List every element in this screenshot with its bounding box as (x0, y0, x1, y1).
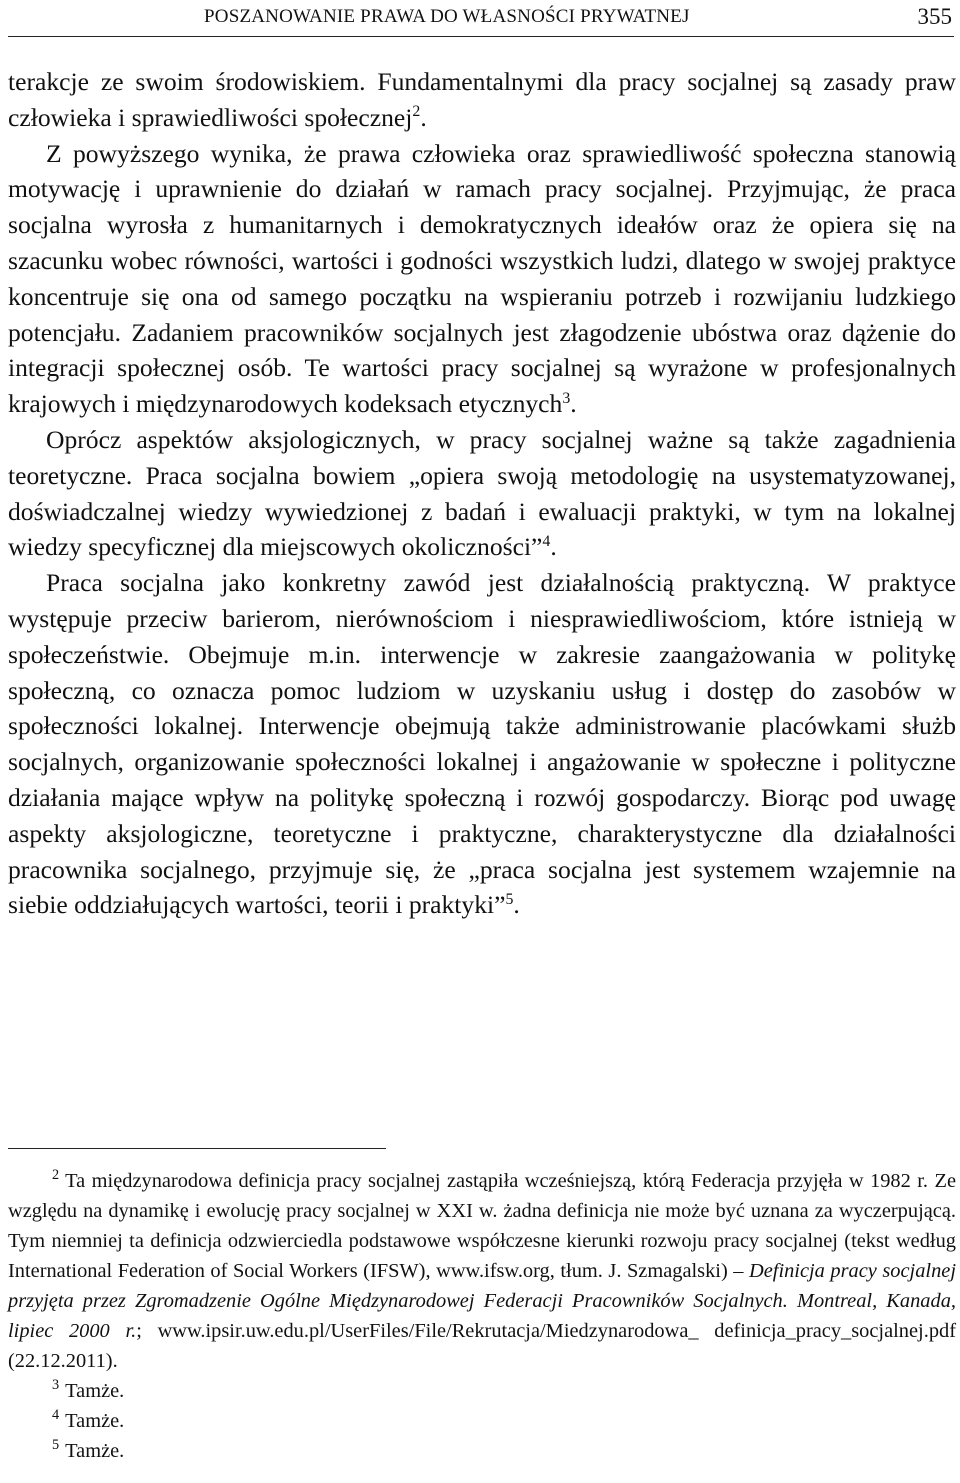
page-header (8, 4, 954, 37)
footnote-4-text: Tamże. (65, 1410, 125, 1432)
footnote-2-number: 2 (52, 1167, 60, 1184)
paragraph-4-end: . (513, 890, 520, 920)
footnote-2-title: Definicja pracy socjalnej przyjęta przez Zgromadzenie Ogólne Międzynarodowej Federacji Pracowników Socjalnych. Montreal, Kanada, lipiec 2000 r. (8, 1260, 956, 1342)
footnote-4-number: 4 (52, 1407, 60, 1424)
footnote-separator (8, 1148, 386, 1149)
main-text (8, 64, 956, 923)
paragraph-4-text: Praca socjalna jako konkretny zawód jest działalnością praktyczną. W praktyce występuje przeciw barierom, nierównościom i niesprawiedliwościom, które istnieją w społeczeństwie. Obejmuje m.in. interwencje w zakresie zaangażowania w politykę społeczną, co oznacza pomoc ludziom w uzyskaniu usług i dostęp do zasobów w społeczności lokalnej. Interwencje obejmują także administrowanie placówkami służb socjalnych, organizowanie społeczności lokalnej i angażowanie w społeczne i polityczne działania mające wpływ na politykę społeczną i rozwój gospodarczy. Biorąc pod uwagę aspekty aksjologiczne, teoretyczne i praktyczne, charakterystyczne dla działalności pracownika socjalnego, przyjmuje się, że „praca socjalna jest systemem wzajemnie na siebie oddziałujących wartości, teorii i praktyki” (8, 568, 956, 920)
footnote-ref-3: 3 (562, 389, 571, 407)
footnote-2 (8, 1166, 956, 1376)
footnote-5 (8, 1436, 956, 1466)
paragraph-1-text: terakcje ze swoim środowiskiem. Fundamentalnymi dla pracy socjalnej są zasady praw człowieka i sprawiedliwości społecznej (8, 67, 956, 132)
footnote-5-text: Tamże. (65, 1440, 125, 1462)
paragraph-2 (8, 136, 956, 422)
footnote-3 (8, 1376, 956, 1406)
paragraph-3-end: . (550, 532, 557, 562)
running-title: POSZANOWANIE PRAWA DO WŁASNOŚCI PRYWATNEJ (204, 6, 690, 27)
paragraph-2-text: Z powyższego wynika, że prawa człowieka oraz sprawiedliwość społeczna stanowią motywację i uprawnienie do działań w ramach pracy socjalnej. Przyjmując, że praca socjalna wyrosła z humanitarnych i demokratycznych ideałów oraz że opiera się na szacunku wobec równości, wartości i godności wszystkich ludzi, dlatego w swojej praktyce koncentruje się ona od samego początku na wspieraniu potrzeb i rozwijaniu ludzkiego potencjału. Zadaniem pracowników socjalnych jest złagodzenie ubóstwa oraz dążenie do integracji społecznej osób. Te wartości pracy socjalnej są wyrażone w profesjonalnych krajowych i międzynarodowych kodeksach etycznych (8, 138, 956, 419)
footnote-3-number: 3 (52, 1377, 60, 1394)
footnote-4 (8, 1406, 956, 1436)
footnote-2-source: ; www.ipsir.uw.edu.pl/UserFiles/File/Rekrutacja/Miedzynarodowa_ definicja_pracy_socjalnej.pdf (22.12.2011). (8, 1320, 956, 1372)
footnote-3-text: Tamże. (65, 1380, 125, 1402)
paragraph-4 (8, 565, 956, 923)
footnote-ref-5: 5 (505, 890, 514, 908)
page-number: 355 (917, 4, 952, 29)
footnotes (8, 1166, 956, 1466)
footnote-ref-4: 4 (542, 532, 551, 550)
paragraph-1-end: . (420, 102, 427, 132)
paragraph-2-end: . (570, 389, 577, 419)
footnote-ref-2: 2 (412, 103, 421, 121)
paragraph-3 (8, 422, 956, 565)
paragraph-1 (8, 64, 956, 136)
footnote-5-number: 5 (52, 1437, 60, 1454)
footnote-2-text: Ta międzynarodowa definicja pracy socjalnej zastąpiła wcześniejszą, którą Federacja przyjęła w 1982 r. Ze względu na dynamikę i ewolucję pracy socjalnej w XXI w. żadna definicja nie może być uznana za wyczerpującą. Tym niemniej ta definicja odzwierciedla podstawowe współczesne kierunki rozwoju pracy socjalnej (tekst według International Federation of Social Workers (IFSW), www.ifsw.org, tłum. J. Szmagalski) – (8, 1170, 956, 1282)
paragraph-3-text: Oprócz aspektów aksjologicznych, w pracy socjalnej ważne są także zagadnienia teoretyczne. Praca socjalna bowiem „opiera swoją metodologię na usystematyzowanej, doświadczalnej wiedzy wywiedzionej z badań i ewaluacji praktyki, w tym na lokalnej wiedzy specyficznej dla miejscowych okoliczności” (8, 424, 956, 562)
